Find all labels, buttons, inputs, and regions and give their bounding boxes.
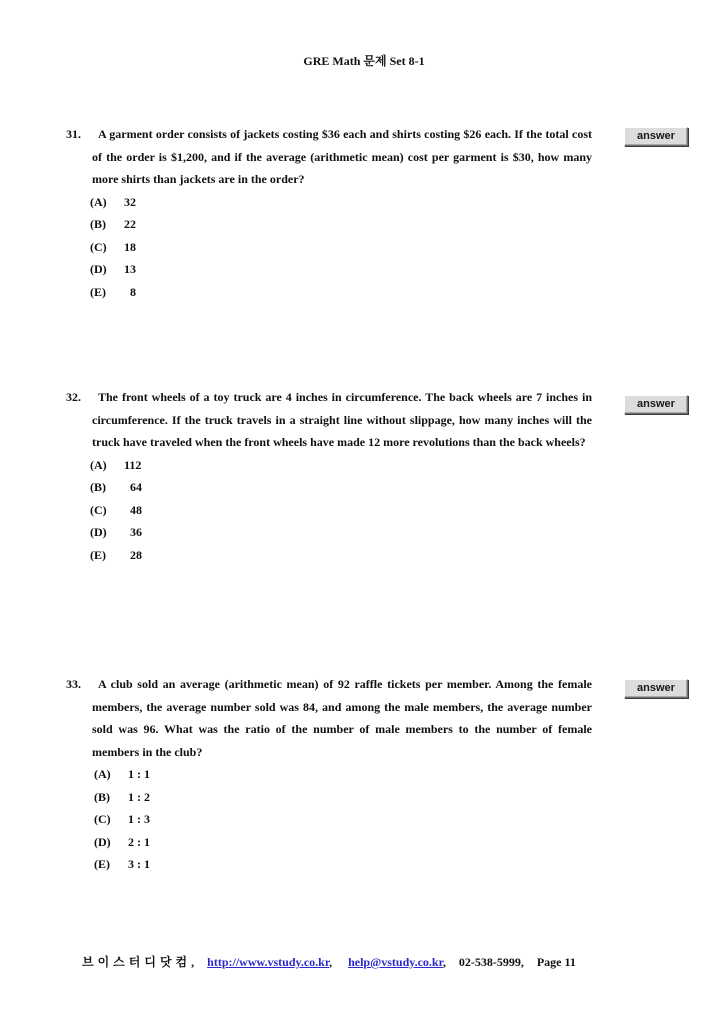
choice-letter: (D) — [90, 262, 107, 276]
email-link[interactable]: help@vstudy.co.kr — [348, 955, 443, 969]
choice-d[interactable] — [94, 831, 592, 854]
choice-e[interactable] — [90, 544, 592, 567]
choice-value: 32 — [124, 194, 136, 209]
choice-b[interactable] — [90, 476, 592, 499]
choice-letter: (B) — [90, 480, 106, 494]
choice-letter: (C) — [90, 239, 107, 254]
question-number: 31. — [66, 127, 81, 141]
question-32 — [66, 386, 592, 566]
choice-value: 1 : 2 — [128, 789, 150, 804]
question-31 — [66, 123, 592, 303]
choice-letter: (E) — [90, 547, 106, 562]
answer-button-32[interactable]: answer — [624, 395, 688, 414]
choice-d[interactable] — [90, 521, 592, 544]
choice-value: 28 — [130, 547, 142, 562]
choice-d[interactable] — [90, 258, 592, 281]
choice-value: 1 : 1 — [128, 767, 150, 781]
choice-letter: (A) — [90, 194, 107, 209]
choice-value: 112 — [124, 457, 142, 472]
choice-a[interactable] — [90, 454, 592, 477]
choice-letter: (B) — [94, 789, 110, 804]
choice-value: 48 — [130, 502, 142, 517]
question-text: A garment order consists of jackets costing $36 each and shirts costing $26 each. If the total cost of the order is $1,200, and if the average (arithmetic mean) cost per garment is $30, how many more shirts than jackets are in the order? — [92, 127, 592, 186]
page-footer: 브이스터디닷컴, http://www.vstudy.co.kr, help@vstudy.co.kr, 02-538-5999, Page 11 — [82, 955, 576, 969]
choice-value: 13 — [124, 262, 136, 276]
question-text: A club sold an average (arithmetic mean) of 92 raffle tickets per member. Among the female members, the average number sold was 84, and among the male members, the average number sold was 96. What was the ratio of the number of male members to the number of female members in the club? — [92, 677, 592, 759]
choice-list — [94, 763, 592, 876]
choice-value: 1 : 3 — [128, 812, 150, 826]
answer-button-31[interactable]: answer — [624, 127, 688, 146]
question-33 — [66, 673, 592, 876]
choice-value: 22 — [124, 217, 136, 231]
choice-list — [90, 454, 592, 567]
choice-list — [90, 191, 592, 304]
choice-e[interactable] — [90, 281, 592, 304]
choice-c[interactable] — [94, 808, 592, 831]
choice-value: 2 : 1 — [128, 834, 150, 849]
page-number: Page 11 — [536, 955, 576, 969]
choice-value: 8 — [130, 284, 136, 299]
choice-c[interactable] — [90, 236, 592, 259]
choice-letter: (E) — [90, 284, 106, 299]
question-number: 33. — [66, 677, 81, 691]
company-name: 브이스터디닷컴 — [82, 955, 192, 969]
phone-number: 02-538-5999 — [458, 955, 521, 969]
choice-value: 36 — [130, 525, 142, 539]
choice-b[interactable] — [94, 786, 592, 809]
choice-c[interactable] — [90, 499, 592, 522]
choice-b[interactable] — [90, 213, 592, 236]
choice-letter: (D) — [94, 834, 111, 849]
question-number: 32. — [66, 390, 81, 404]
question-text: The front wheels of a toy truck are 4 inches in circumference. The back wheels are 7 inches in circumference. If the truck travels in a straight line without slippage, how many inches will the truck have traveled when the front wheels have made 12 more revolutions than the back wheels? — [92, 390, 592, 449]
choice-letter: (A) — [94, 767, 111, 781]
choice-a[interactable] — [94, 763, 592, 786]
choice-letter: (B) — [90, 217, 106, 231]
choice-a[interactable] — [90, 191, 592, 214]
choice-letter: (E) — [94, 857, 110, 871]
choice-e[interactable] — [94, 853, 592, 876]
page-header: GRE Math 문제 Set 8-1 — [303, 54, 425, 68]
website-link[interactable]: http://www.vstudy.co.kr — [207, 955, 330, 969]
choice-value: 18 — [124, 239, 136, 254]
choice-letter: (C) — [90, 502, 107, 517]
choice-letter: (A) — [90, 457, 107, 472]
choice-value: 64 — [130, 480, 142, 494]
choice-letter: (C) — [94, 812, 111, 826]
choice-letter: (D) — [90, 525, 107, 539]
choice-value: 3 : 1 — [128, 857, 150, 871]
answer-button-33[interactable]: answer — [624, 679, 688, 698]
